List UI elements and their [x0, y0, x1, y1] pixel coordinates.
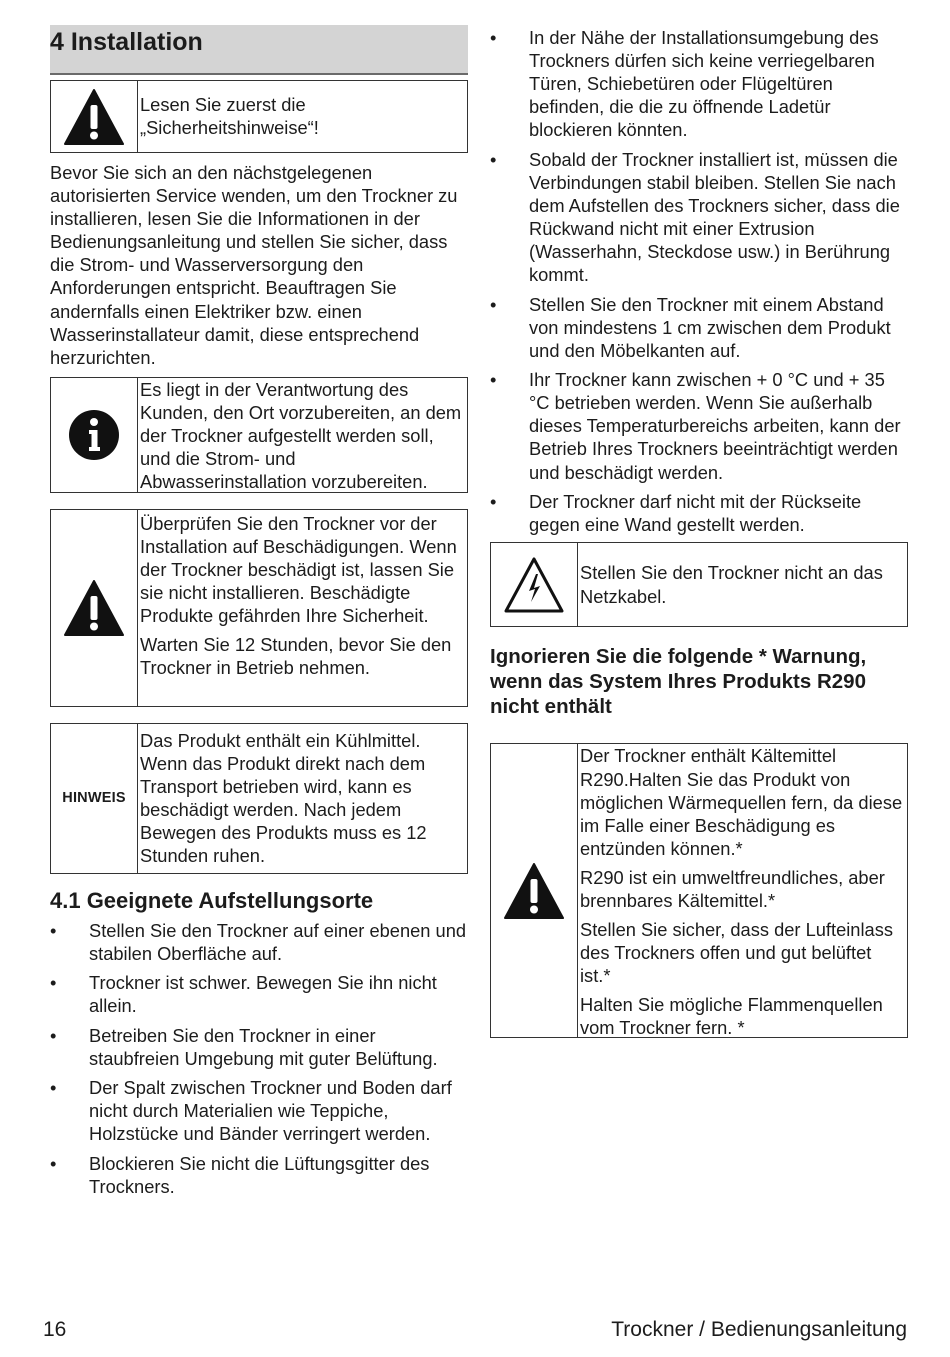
info-notice — [50, 377, 468, 493]
damage-warning-icon-cell — [51, 510, 138, 706]
electric-warning-notice — [490, 542, 908, 627]
right-column — [490, 26, 908, 1038]
left-column — [50, 25, 468, 1204]
list-item: • Betreiben Sie den Trockner in einer staubfreien Umgebung mit guter Belüftung. — [50, 1024, 438, 1069]
bullet-icon: • — [50, 1024, 57, 1046]
r290-paragraph-2: R290 ist ein umweltfreundliches, aber brennbares Kältemittel.* — [580, 866, 885, 912]
r290-paragraph-3: Stellen Sie sicher, dass der Lufteinlass des Trockners offen und gut belüftet ist.* — [580, 919, 893, 987]
bullet-icon: • — [50, 1152, 57, 1174]
bullet-icon: • — [490, 490, 497, 512]
list-item: • Ihr Trockner kann zwischen + 0 °C und + 35 °C betrieben werden. Wenn Sie außerhalb dieses Temperaturbereichs arbeiten, kann der Betrieb Ihres Trockners beeinträchtigt werden und beschädigt werden. — [490, 369, 901, 483]
list-item: • Stellen Sie den Trockner auf einer ebenen und stabilen Oberfläche auf. — [50, 919, 467, 964]
r290-warning-notice — [490, 743, 908, 1038]
subsection-title: 4.1 Geeignete Aufstellungsorte — [50, 887, 374, 913]
bullet-icon: • — [490, 369, 497, 391]
electric-warning-text: Stellen Sie den Trockner nicht an das Netzkabel. — [580, 562, 883, 607]
hinweis-text: Das Produkt enthält ein Kühlmittel. Wenn das Produkt direkt nach dem Transport betrieben wird, kann es beschädigt werden. Nach jedem Bewegen des Produkts muss es 12 Stunden ruhen. — [140, 729, 427, 867]
bullet-icon: • — [490, 293, 497, 315]
damage-warning-notice — [50, 509, 468, 707]
hinweis-label-cell — [51, 724, 138, 873]
bullet-icon: • — [490, 27, 497, 48]
electric-warning-icon-cell — [491, 543, 578, 626]
list-item: • Stellen Sie den Trockner mit einem Abstand von mindestens 1 cm zwischen dem Produkt und den Möbelkanten auf. — [490, 293, 891, 361]
section-header — [50, 25, 468, 75]
safety-notice — [50, 80, 468, 153]
bullet-icon: • — [50, 1077, 57, 1099]
list-item: • Blockieren Sie nicht die Lüftungsgitter des Trockners. — [50, 1152, 430, 1197]
r290-paragraph-4: Halten Sie mögliche Flammenquellen vom Trockner fern. * — [580, 994, 883, 1039]
list-item: • Sobald der Trockner installiert ist, müssen die Verbindungen stabil bleiben. Stellen Sie nach dem Aufstellen des Trockners sicher, dass die Rückwand nicht mit einer Extrusion (Wasserhahn, Steckdose usw.) in Berührung kommt. — [490, 148, 900, 286]
footer-document-title: Trockner / Bedienungsanleitung — [611, 1318, 907, 1341]
bullet-icon: • — [50, 919, 57, 941]
intro-paragraph: Bevor Sie sich an den nächstgelegenen autorisierten Service wenden, um den Trockner zu installieren, lesen Sie die Informationen in der Bedienungsanleitung und stellen Sie sicher, dass die Strom- und Wasserversorgung den Anforderungen entspricht. Beauftragen Sie andernfalls einen Elektriker bzw. einen Wasserinstallateur damit, diese entsprechend herzurichten. — [50, 162, 458, 368]
r290-heading: Ignorieren Sie die folgende * Warnung, wenn das System Ihres Produkts R290 nicht enthält — [490, 645, 867, 719]
list-item: • Trockner ist schwer. Bewegen Sie ihn nicht allein. — [50, 972, 437, 1017]
info-notice-icon-cell — [51, 378, 138, 492]
list-item: • Der Trockner darf nicht mit der Rückseite gegen eine Wand gestellt werden. — [490, 490, 862, 536]
bullet-list-right — [490, 26, 908, 536]
hinweis-label: HINWEIS — [62, 790, 126, 807]
warning-triangle-icon — [63, 88, 125, 146]
safety-notice-text: Lesen Sie zuerst die „Sicherheitshinweise“! — [140, 94, 319, 139]
r290-warning-icon-cell — [491, 744, 578, 1037]
hinweis-notice — [50, 723, 468, 874]
info-circle-icon — [67, 408, 121, 462]
r290-warning-text — [578, 744, 907, 1037]
warning-triangle-icon — [503, 862, 565, 920]
r290-paragraph-1: Der Trockner enthält Kältemittel R290.Halten Sie das Produkt von möglichen Wärmequellen fern, da diese im Falle einer Beschädigung es entzünden können.* — [580, 745, 903, 859]
safety-notice-icon-cell — [51, 81, 138, 152]
page-number: 16 — [43, 1318, 67, 1341]
info-notice-text: Es liegt in der Verantwortung des Kunden, den Ort vorzubereiten, an dem der Trockner aufgestellt werden soll, und die Strom- und Abwasserinstallation vorzubereiten. — [140, 378, 462, 493]
bullet-icon: • — [50, 972, 57, 994]
electric-shock-icon — [503, 556, 565, 614]
list-item: • Der Spalt zwischen Trockner und Boden darf nicht durch Materialien wie Teppiche, Holzstücke und Bänder verringert werden. — [50, 1077, 452, 1145]
damage-warning-paragraph-2: Warten Sie 12 Stunden, bevor Sie den Trockner in Betrieb nehmen. — [140, 634, 452, 679]
damage-warning-text — [138, 510, 467, 706]
warning-triangle-icon — [63, 579, 125, 637]
section-title: 4 Installation — [50, 28, 203, 56]
bullet-list-left — [50, 919, 468, 1198]
list-item: • In der Nähe der Installationsumgebung des Trockners dürfen sich keine verriegelbaren Türen, Schiebetüren oder Flügeltüren befinden, die die zu öffnende Ladetür blockieren könnten. — [490, 27, 879, 141]
damage-warning-paragraph-1: Überprüfen Sie den Trockner vor der Installation auf Beschädigungen. Wenn der Trockner beschädigt ist, lassen Sie sie nicht installieren. Beschädigte Produkte gefährden Ihre Sicherheit. — [140, 512, 457, 627]
bullet-icon: • — [490, 148, 497, 170]
